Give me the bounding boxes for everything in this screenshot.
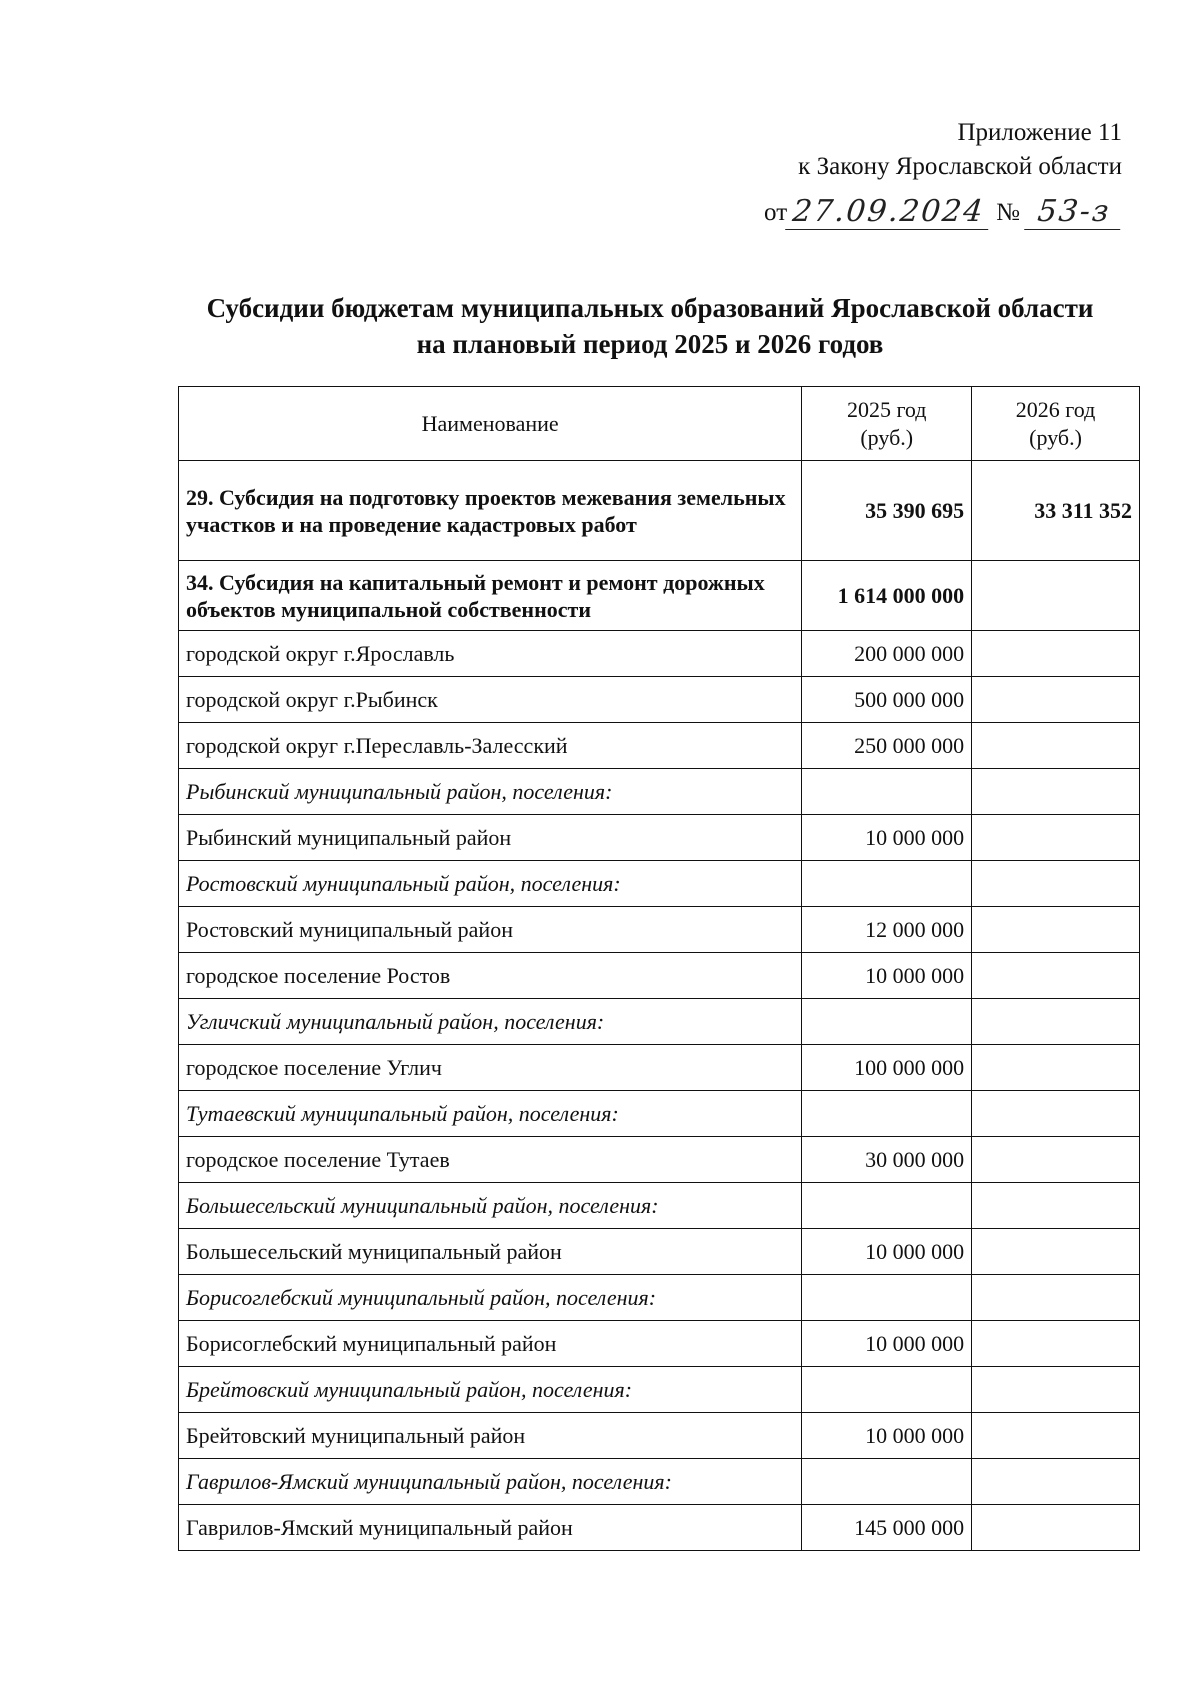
row-2026 xyxy=(972,1183,1140,1229)
row-2025: 500 000 000 xyxy=(802,677,972,723)
row-name: Гаврилов-Ямский муниципальный район xyxy=(179,1505,802,1551)
title-line-2: на плановый период 2025 и 2026 годов xyxy=(416,329,884,359)
row-name: Большесельский муниципальный район xyxy=(179,1229,802,1275)
row-2026 xyxy=(972,769,1140,815)
table-row xyxy=(179,561,1140,631)
row-2025 xyxy=(802,1367,972,1413)
table-row xyxy=(179,999,1140,1045)
row-2025: 200 000 000 xyxy=(802,631,972,677)
row-name: Угличский муниципальный район, поселения: xyxy=(179,999,802,1045)
row-name: Гаврилов-Ямский муниципальный район, поселения: xyxy=(179,1459,802,1505)
row-name: городское поселение Тутаев xyxy=(179,1137,802,1183)
row-name: Брейтовский муниципальный район, поселения: xyxy=(179,1367,802,1413)
table-row xyxy=(179,861,1140,907)
row-name: Брейтовский муниципальный район xyxy=(179,1413,802,1459)
header-2025-year: 2025 год xyxy=(846,396,927,422)
row-2026 xyxy=(972,907,1140,953)
from-label: от xyxy=(764,199,788,226)
header-2026-year: 2026 год xyxy=(1015,396,1096,422)
row-2026 xyxy=(972,953,1140,999)
row-name: Ростовский муниципальный район, поселения: xyxy=(179,861,802,907)
table-row xyxy=(179,1045,1140,1091)
table-row xyxy=(179,677,1140,723)
table-header-row xyxy=(179,387,1140,461)
header-2026 xyxy=(972,387,1140,461)
table-row xyxy=(179,953,1140,999)
row-name: городское поселение Углич xyxy=(179,1045,802,1091)
row-2025: 10 000 000 xyxy=(802,815,972,861)
row-2026 xyxy=(972,1229,1140,1275)
row-name: Борисоглебский муниципальный район xyxy=(179,1321,802,1367)
table-row xyxy=(179,1229,1140,1275)
row-2026 xyxy=(972,723,1140,769)
row-2025: 10 000 000 xyxy=(802,1413,972,1459)
row-name: городской округ г.Переславль-Залесский xyxy=(179,723,802,769)
document-title xyxy=(150,290,1150,362)
row-name: Рыбинский муниципальный район, поселения: xyxy=(179,769,802,815)
row-2025 xyxy=(802,1183,972,1229)
row-2025: 100 000 000 xyxy=(802,1045,972,1091)
table-row xyxy=(179,1275,1140,1321)
table-row xyxy=(179,1459,1140,1505)
row-2025: 12 000 000 xyxy=(802,907,972,953)
row-2026 xyxy=(972,1275,1140,1321)
row-2026 xyxy=(972,1505,1140,1551)
table-row xyxy=(179,1137,1140,1183)
row-2026 xyxy=(972,1045,1140,1091)
row-2025: 30 000 000 xyxy=(802,1137,972,1183)
row-2025: 145 000 000 xyxy=(802,1505,972,1551)
row-name: городское поселение Ростов xyxy=(179,953,802,999)
handwritten-number: 53-з xyxy=(1024,195,1124,230)
row-2026 xyxy=(972,1091,1140,1137)
row-name: 34. Субсидия на капитальный ремонт и ремонт дорожных объектов муниципальной собственности xyxy=(179,561,802,631)
header-2025 xyxy=(802,387,972,461)
table-row xyxy=(179,815,1140,861)
table-row xyxy=(179,723,1140,769)
row-2025: 250 000 000 xyxy=(802,723,972,769)
row-2026 xyxy=(972,1321,1140,1367)
row-name: Рыбинский муниципальный район xyxy=(179,815,802,861)
header-name: Наименование xyxy=(179,387,802,461)
row-2025: 35 390 695 xyxy=(802,461,972,561)
row-name: городской округ г.Ярославль xyxy=(179,631,802,677)
subsidies-table xyxy=(178,386,1140,1551)
row-2026 xyxy=(972,1413,1140,1459)
table-row xyxy=(179,1091,1140,1137)
row-2026 xyxy=(972,861,1140,907)
row-2026 xyxy=(972,631,1140,677)
row-name: Большесельский муниципальный район, поселения: xyxy=(179,1183,802,1229)
table-row xyxy=(179,1321,1140,1367)
appendix-header xyxy=(764,116,1122,230)
row-2025 xyxy=(802,769,972,815)
row-2026: 33 311 352 xyxy=(972,461,1140,561)
table-row xyxy=(179,631,1140,677)
row-2025: 10 000 000 xyxy=(802,1321,972,1367)
table-row xyxy=(179,907,1140,953)
header-2025-unit: (руб.) xyxy=(860,424,914,450)
row-2025: 10 000 000 xyxy=(802,953,972,999)
row-name: 29. Субсидия на подготовку проектов межевания земельных участков и на проведение кадастровых работ xyxy=(179,461,802,561)
row-name: Борисоглебский муниципальный район, поселения: xyxy=(179,1275,802,1321)
row-2026 xyxy=(972,677,1140,723)
row-name: Ростовский муниципальный район xyxy=(179,907,802,953)
row-2026 xyxy=(972,1137,1140,1183)
law-reference: к Закону Ярославской области xyxy=(798,153,1122,180)
row-2025 xyxy=(802,1459,972,1505)
title-line-1: Субсидии бюджетам муниципальных образований Ярославской области xyxy=(206,293,1094,323)
appendix-number: Приложение 11 xyxy=(957,119,1122,146)
row-2026 xyxy=(972,561,1140,631)
table-row xyxy=(179,1367,1140,1413)
table-row xyxy=(179,1413,1140,1459)
row-2025 xyxy=(802,1275,972,1321)
header-2026-unit: (руб.) xyxy=(1029,424,1082,450)
row-2026 xyxy=(972,1459,1140,1505)
handwritten-date: 27.09.2024 xyxy=(785,195,992,230)
row-2025: 10 000 000 xyxy=(802,1229,972,1275)
row-name: Тутаевский муниципальный район, поселения: xyxy=(179,1091,802,1137)
row-2025 xyxy=(802,999,972,1045)
table-row xyxy=(179,1505,1140,1551)
table-row xyxy=(179,461,1140,561)
number-label: № xyxy=(996,199,1020,226)
row-2025 xyxy=(802,861,972,907)
row-name: городской округ г.Рыбинск xyxy=(179,677,802,723)
row-2026 xyxy=(972,815,1140,861)
row-2025 xyxy=(802,1091,972,1137)
table-row xyxy=(179,769,1140,815)
row-2026 xyxy=(972,999,1140,1045)
law-date-number xyxy=(764,186,1122,230)
row-2026 xyxy=(972,1367,1140,1413)
row-2025: 1 614 000 000 xyxy=(802,561,972,631)
table-row xyxy=(179,1183,1140,1229)
